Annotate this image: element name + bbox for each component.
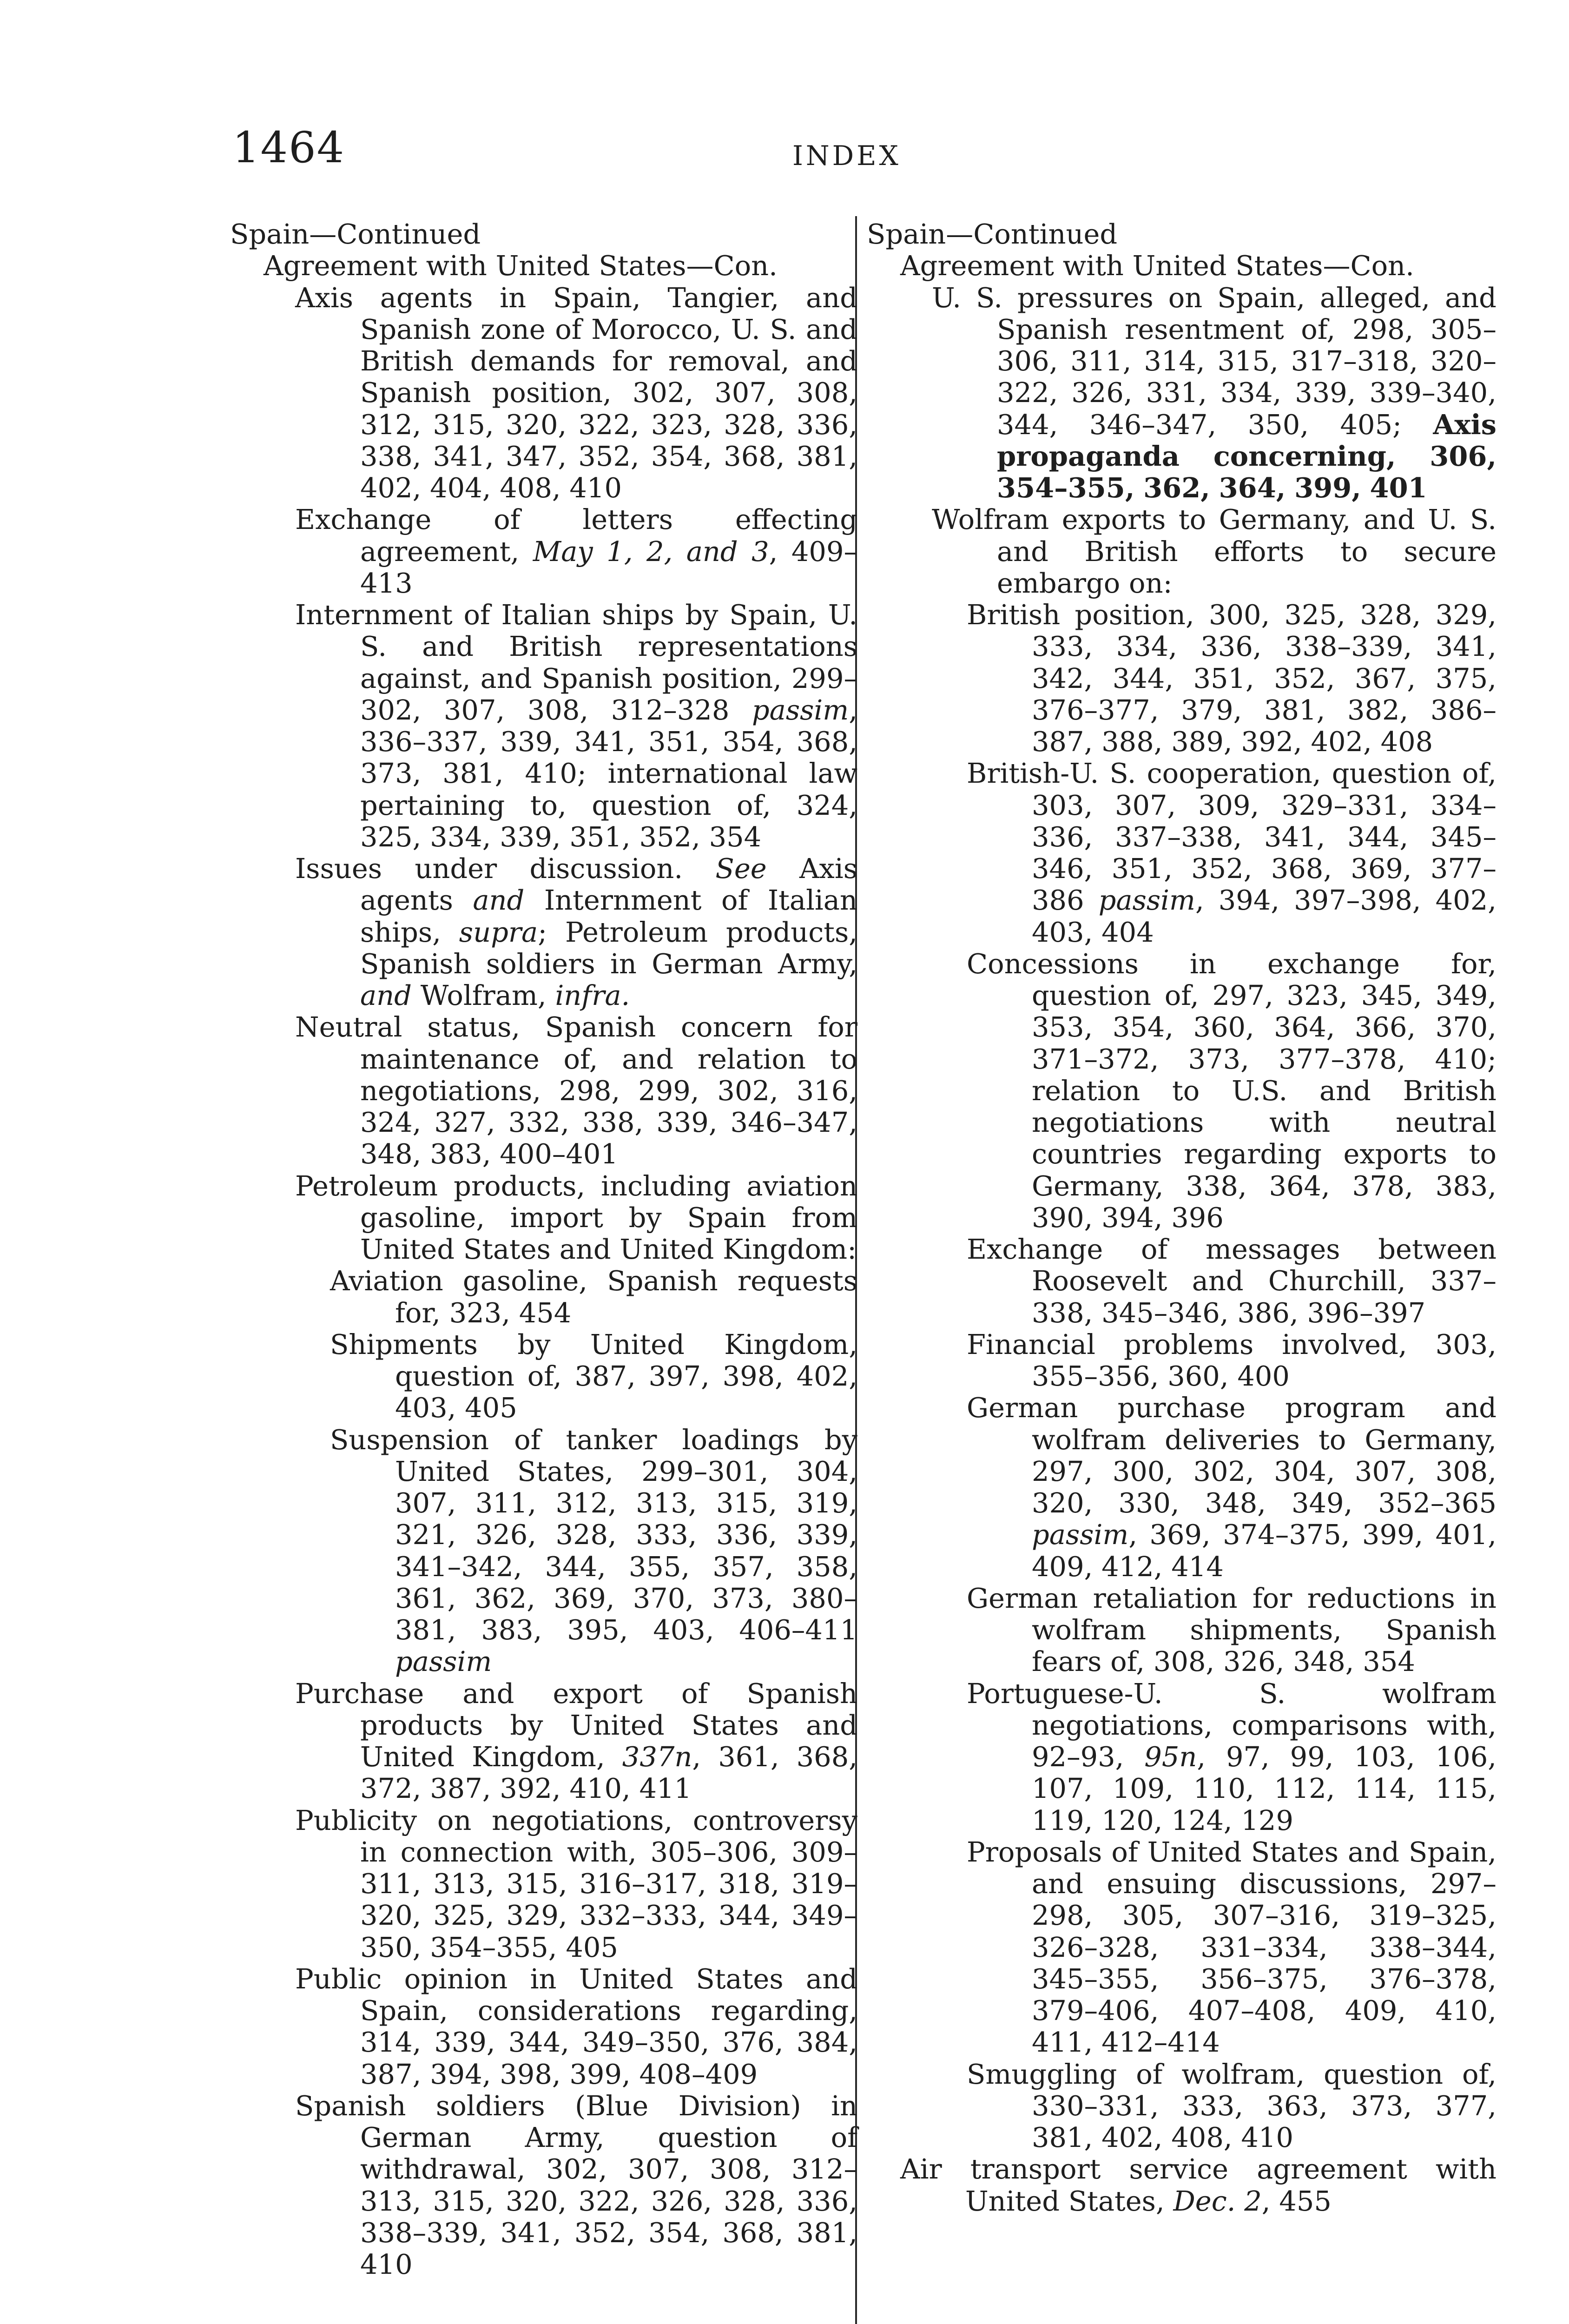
entry-british-us-cooperation: British-U. S. cooperation, question of, 303, 307, 309, 329–331, 334–336, 337–338, 341, 344, 345–346, 351, 352, 368, 369, 377–386 passim, 394, 397–398, 402, 403, 404 bbox=[967, 757, 1496, 948]
entry-heading-continued: Spain—Continued bbox=[867, 218, 1118, 250]
entry-us-pressures: U. S. pressures on Spain, alleged, and Spanish resentment of, 298, 305–306, 311, 314, 315, 317–318, 320–322, 326, 331, 334, 339, 339–340, 344, 346–347, 350, 405; Axis propaganda concerning, 306, 354–355, 362, 364, 399, 401 bbox=[932, 281, 1497, 504]
page-number: 1464 bbox=[232, 123, 345, 172]
entry-roosevelt-churchill: Exchange of messages between Roosevelt and Churchill, 337–338, 345–346, 386, 396–397 bbox=[967, 1233, 1496, 1329]
left-column bbox=[230, 218, 857, 2280]
right-column bbox=[867, 218, 1496, 2217]
entry-petroleum-products: Petroleum products, including aviation gasoline, import by Spain from United States and United Kingdom: bbox=[295, 1169, 857, 1265]
entry-aviation-gasoline: Aviation gasoline, Spanish requests for, 323, 454 bbox=[330, 1265, 857, 1329]
entry-subheading: Agreement with United States—Con. bbox=[264, 250, 778, 282]
entry-proposals: Proposals of United States and Spain, and ensuing discussions, 297–298, 305, 307–316, 319–325, 326–328, 331–334, 338–344, 345–355, 356–375, 376–378, 379–406, 407–408, 409, 410, 411, 412–414 bbox=[967, 1835, 1496, 2059]
entry-german-retaliation: German retaliation for reductions in wolfram shipments, Spanish fears of, 308, 326, 348, 354 bbox=[967, 1582, 1496, 1678]
entry-neutral-status: Neutral status, Spanish concern for maintenance of, and relation to negotiations, 298, 299, 302, 316, 324, 327, 332, 338, 339, 346–347, 348, 383, 400–401 bbox=[295, 1011, 857, 1170]
entry-concessions: Concessions in exchange for, question of, 297, 323, 345, 349, 353, 354, 360, 364, 366, 370, 371–372, 373, 377–378, 410; relation to U.S. and British negotiations with neutral countries regarding exports to Germany, 338, 364, 378, 383, 390, 394, 396 bbox=[967, 947, 1496, 1234]
entry-exchange-of-letters: Exchange of letters effecting agreement, May 1, 2, and 3, 409–413 bbox=[295, 503, 857, 599]
entry-internment-italian-ships: Internment of Italian ships by Spain, U. S. and British representations against, and Spanish position, 299–302, 307, 308, 312–328 passim, 336–337, 339, 341, 351, 354, 368, 373, 381, 410; international law pertaining to, question of, 324, 325, 334, 339, 351, 352, 354 bbox=[295, 599, 857, 853]
entry-financial-problems: Financial problems involved, 303, 355–356, 360, 400 bbox=[967, 1328, 1496, 1392]
entry-wolfram-exports: Wolfram exports to Germany, and U. S. and British efforts to secure embargo on: bbox=[932, 503, 1496, 599]
entry-issues-under-discussion: Issues under discussion. See Axis agents and Internment of Italian ships, supra; Petroleum products, Spanish soldiers in German Army, and Wolfram, infra. bbox=[295, 852, 857, 1011]
entry-purchase-export: Purchase and export of Spanish products by United States and United Kingdom, 337n, 361, 368, 372, 387, 392, 410, 411 bbox=[295, 1677, 858, 1805]
entry-heading-continued: Spain—Continued bbox=[230, 218, 481, 250]
entry-air-transport: Air transport service agreement with United States, Dec. 2, 455 bbox=[900, 2153, 1496, 2217]
entry-spanish-soldiers: Spanish soldiers (Blue Division) in German Army, question of withdrawal, 302, 307, 308, 312–313, 315, 320, 322, 326, 328, 336, 338–339, 341, 352, 354, 368, 381, 410 bbox=[295, 2089, 857, 2280]
entry-subheading: Agreement with United States—Con. bbox=[900, 250, 1414, 282]
entry-german-purchase: German purchase program and wolfram deliveries to Germany, 297, 300, 302, 304, 307, 308, 320, 330, 348, 349, 352–365 passim, 369, 374–375, 399, 401, 409, 412, 414 bbox=[967, 1392, 1496, 1583]
entry-smuggling: Smuggling of wolfram, question of, 330–331, 333, 363, 373, 377, 381, 402, 408, 410 bbox=[967, 2058, 1496, 2153]
entry-suspension-tanker: Suspension of tanker loadings by United States, 299–301, 304, 307, 311, 312, 313, 315, 319, 321, 326, 328, 333, 336, 339, 341–342, 344, 355, 357, 358, 361, 362, 369, 370, 373, 380–381, 383, 395, 403, 406–411 passim bbox=[330, 1423, 857, 1678]
entry-public-opinion: Public opinion in United States and Spain, considerations regarding, 314, 339, 344, 349–350, 376, 384, 387, 394, 398, 399, 408–409 bbox=[295, 1962, 857, 2090]
entry-axis-agents: Axis agents in Spain, Tangier, and Spanish zone of Morocco, U. S. and British demands for removal, and Spanish position, 302, 307, 308, 312, 315, 320, 322, 323, 328, 336, 338, 341, 347, 352, 354, 368, 381, 402, 404, 408, 410 bbox=[295, 281, 857, 504]
entry-british-position: British position, 300, 325, 328, 329, 333, 334, 336, 338–339, 341, 342, 344, 351, 352, 367, 375, 376–377, 379, 381, 382, 386–387, 388, 389, 392, 402, 408 bbox=[967, 599, 1496, 758]
running-head: INDEX bbox=[792, 140, 901, 172]
entry-shipments-uk: Shipments by United Kingdom, question of, 387, 397, 398, 402, 403, 405 bbox=[330, 1328, 857, 1424]
entry-publicity: Publicity on negotiations, controversy in connection with, 305–306, 309–311, 313, 315, 316–317, 318, 319–320, 325, 329, 332–333, 344, 349–350, 354–355, 405 bbox=[295, 1804, 857, 1963]
entry-portuguese-us: Portuguese-U. S. wolfram negotiations, comparisons with, 92–93, 95n, 97, 99, 103, 106, 107, 109, 110, 112, 114, 115, 119, 120, 124, 129 bbox=[967, 1677, 1496, 1836]
